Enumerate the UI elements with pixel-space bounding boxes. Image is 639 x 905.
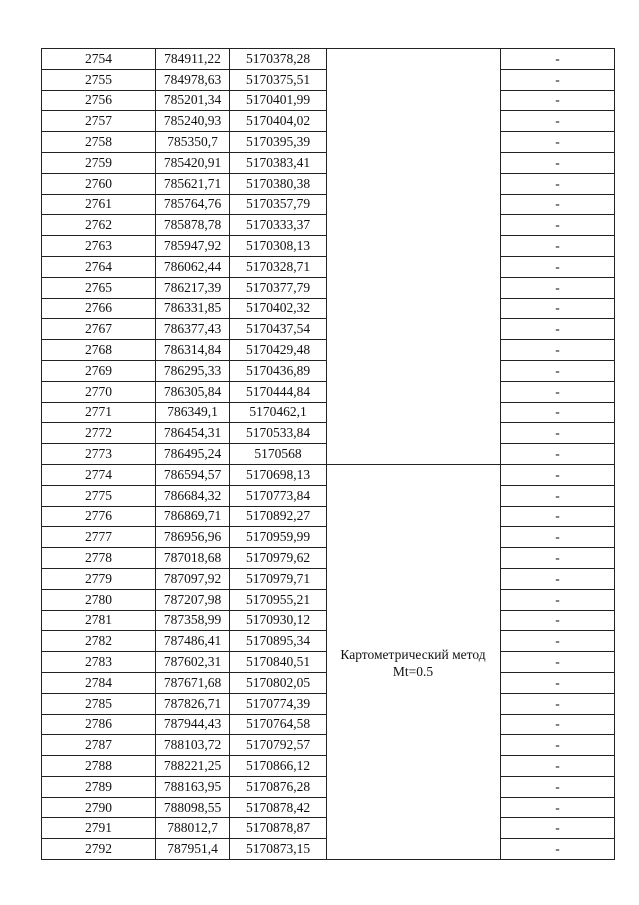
coord-x: 785420,91 [156, 152, 230, 173]
coord-y: 5170436,89 [230, 360, 327, 381]
coord-y: 5170375,51 [230, 69, 327, 90]
mark-cell: - [501, 111, 615, 132]
coord-x: 786454,31 [156, 423, 230, 444]
coord-y: 5170802,05 [230, 672, 327, 693]
method-cell [327, 298, 501, 319]
coord-x: 787207,98 [156, 589, 230, 610]
mark-cell: - [501, 298, 615, 319]
point-number: 2761 [42, 194, 156, 215]
coord-x: 786314,84 [156, 340, 230, 361]
table-row [42, 90, 615, 111]
coord-y: 5170383,41 [230, 152, 327, 173]
method-cell [327, 49, 501, 70]
table-row [42, 589, 615, 610]
coord-y: 5170462,1 [230, 402, 327, 423]
table-row [42, 277, 615, 298]
coord-y: 5170873,15 [230, 839, 327, 860]
mark-cell: - [501, 610, 615, 631]
method-cell [327, 69, 501, 90]
point-number: 2762 [42, 215, 156, 236]
point-number: 2775 [42, 485, 156, 506]
point-number: 2754 [42, 49, 156, 70]
point-number: 2783 [42, 652, 156, 673]
coord-y: 5170328,71 [230, 256, 327, 277]
point-number: 2791 [42, 818, 156, 839]
table-row [42, 360, 615, 381]
coord-y: 5170357,79 [230, 194, 327, 215]
mark-cell: - [501, 776, 615, 797]
point-number: 2756 [42, 90, 156, 111]
table-row [42, 839, 615, 860]
coord-x: 787018,68 [156, 548, 230, 569]
mark-cell: - [501, 756, 615, 777]
coord-x: 786377,43 [156, 319, 230, 340]
coord-x: 787671,68 [156, 672, 230, 693]
coord-x: 786349,1 [156, 402, 230, 423]
point-number: 2789 [42, 776, 156, 797]
mark-cell: - [501, 568, 615, 589]
point-number: 2760 [42, 173, 156, 194]
mark-cell: - [501, 548, 615, 569]
coord-y: 5170444,84 [230, 381, 327, 402]
method-cell [327, 111, 501, 132]
method-cell [327, 485, 501, 506]
method-cell [327, 423, 501, 444]
coord-x: 787486,41 [156, 631, 230, 652]
point-number: 2779 [42, 568, 156, 589]
coord-y: 5170437,54 [230, 319, 327, 340]
mark-cell: - [501, 652, 615, 673]
coord-x: 786684,32 [156, 485, 230, 506]
method-cell [327, 194, 501, 215]
coord-y: 5170773,84 [230, 485, 327, 506]
point-number: 2765 [42, 277, 156, 298]
point-number: 2788 [42, 756, 156, 777]
coord-y: 5170308,13 [230, 236, 327, 257]
coord-y: 5170979,71 [230, 568, 327, 589]
method-cell [327, 527, 501, 548]
method-cell [327, 797, 501, 818]
point-number: 2770 [42, 381, 156, 402]
mark-cell: - [501, 797, 615, 818]
coord-x: 787826,71 [156, 693, 230, 714]
coord-y: 5170895,34 [230, 631, 327, 652]
point-number: 2786 [42, 714, 156, 735]
coord-x: 787358,99 [156, 610, 230, 631]
method-cell [327, 90, 501, 111]
table-row [42, 818, 615, 839]
coord-y: 5170774,39 [230, 693, 327, 714]
coord-x: 788103,72 [156, 735, 230, 756]
mark-cell: - [501, 49, 615, 70]
coord-y: 5170979,62 [230, 548, 327, 569]
coord-y: 5170380,38 [230, 173, 327, 194]
coord-y: 5170955,21 [230, 589, 327, 610]
table-row [42, 111, 615, 132]
method-cell [327, 381, 501, 402]
coord-x: 788098,55 [156, 797, 230, 818]
method-cell [327, 402, 501, 423]
mark-cell: - [501, 506, 615, 527]
mark-cell: - [501, 319, 615, 340]
mark-cell: - [501, 173, 615, 194]
coord-x: 786594,57 [156, 464, 230, 485]
table-row [42, 776, 615, 797]
coord-y: 5170404,02 [230, 111, 327, 132]
method-cell [327, 693, 501, 714]
mark-cell: - [501, 485, 615, 506]
point-number: 2790 [42, 797, 156, 818]
point-number: 2772 [42, 423, 156, 444]
coord-y: 5170401,99 [230, 90, 327, 111]
coord-y: 5170764,58 [230, 714, 327, 735]
coord-y: 5170840,51 [230, 652, 327, 673]
table-row [42, 693, 615, 714]
table-row [42, 319, 615, 340]
mark-cell: - [501, 818, 615, 839]
table-row [42, 298, 615, 319]
point-number: 2774 [42, 464, 156, 485]
point-number: 2758 [42, 132, 156, 153]
table-row [42, 610, 615, 631]
coord-x: 785350,7 [156, 132, 230, 153]
method-cell [327, 610, 501, 631]
coord-y: 5170402,32 [230, 298, 327, 319]
method-cell [327, 568, 501, 589]
coord-x: 785240,93 [156, 111, 230, 132]
table-row [42, 423, 615, 444]
mark-cell: - [501, 402, 615, 423]
coordinates-table [41, 48, 615, 860]
coord-x: 786331,85 [156, 298, 230, 319]
coord-x: 786956,96 [156, 527, 230, 548]
mark-cell: - [501, 236, 615, 257]
coord-x: 788012,7 [156, 818, 230, 839]
table-row [42, 173, 615, 194]
mark-cell: - [501, 672, 615, 693]
coord-x: 785947,92 [156, 236, 230, 257]
table-row [42, 215, 615, 236]
method-cell [327, 360, 501, 381]
point-number: 2781 [42, 610, 156, 631]
coord-x: 785764,76 [156, 194, 230, 215]
table-row [42, 756, 615, 777]
mark-cell: - [501, 444, 615, 465]
table-row [42, 485, 615, 506]
table-row [42, 132, 615, 153]
coord-x: 787944,43 [156, 714, 230, 735]
coord-y: 5170568 [230, 444, 327, 465]
coord-y: 5170429,48 [230, 340, 327, 361]
point-number: 2768 [42, 340, 156, 361]
table-row [42, 444, 615, 465]
table-row [42, 381, 615, 402]
mark-cell: - [501, 735, 615, 756]
coord-x: 786495,24 [156, 444, 230, 465]
table-row [42, 735, 615, 756]
point-number: 2792 [42, 839, 156, 860]
coord-y: 5170698,13 [230, 464, 327, 485]
point-number: 2767 [42, 319, 156, 340]
method-cell [327, 444, 501, 465]
method-cell [327, 818, 501, 839]
table-row [42, 49, 615, 70]
point-number: 2773 [42, 444, 156, 465]
method-cell [327, 132, 501, 153]
coord-x: 785201,34 [156, 90, 230, 111]
mark-cell: - [501, 693, 615, 714]
table-row [42, 402, 615, 423]
table-row [42, 568, 615, 589]
mark-cell: - [501, 464, 615, 485]
point-number: 2766 [42, 298, 156, 319]
mark-cell: - [501, 589, 615, 610]
point-number: 2785 [42, 693, 156, 714]
mark-cell: - [501, 215, 615, 236]
point-number: 2780 [42, 589, 156, 610]
coord-x: 788221,25 [156, 756, 230, 777]
coord-y: 5170878,87 [230, 818, 327, 839]
coord-x: 786305,84 [156, 381, 230, 402]
method-cell [327, 319, 501, 340]
coord-x: 786869,71 [156, 506, 230, 527]
point-number: 2755 [42, 69, 156, 90]
mark-cell: - [501, 527, 615, 548]
coord-x: 788163,95 [156, 776, 230, 797]
table-row [42, 464, 615, 485]
mark-cell: - [501, 423, 615, 444]
mark-cell: - [501, 340, 615, 361]
method-cell [327, 256, 501, 277]
point-number: 2787 [42, 735, 156, 756]
point-number: 2778 [42, 548, 156, 569]
table-body [42, 49, 615, 860]
point-number: 2757 [42, 111, 156, 132]
coord-y: 5170959,99 [230, 527, 327, 548]
method-cell [327, 464, 501, 485]
method-cell [327, 735, 501, 756]
method-cell [327, 548, 501, 569]
mark-cell: - [501, 152, 615, 173]
table-row [42, 527, 615, 548]
coord-y: 5170930,12 [230, 610, 327, 631]
mark-cell: - [501, 839, 615, 860]
method-cell [327, 506, 501, 527]
coord-y: 5170533,84 [230, 423, 327, 444]
table-row [42, 69, 615, 90]
mark-cell: - [501, 714, 615, 735]
point-number: 2769 [42, 360, 156, 381]
coord-y: 5170878,42 [230, 797, 327, 818]
mark-cell: - [501, 132, 615, 153]
method-cell [327, 277, 501, 298]
method-cell [327, 756, 501, 777]
table-row [42, 256, 615, 277]
method-name: Картометрический метод [340, 647, 486, 662]
coord-y: 5170395,39 [230, 132, 327, 153]
mark-cell: - [501, 360, 615, 381]
table-row [42, 506, 615, 527]
point-number: 2771 [42, 402, 156, 423]
method-accuracy: Mt=0.5 [392, 664, 434, 679]
coord-x: 787602,31 [156, 652, 230, 673]
mark-cell: - [501, 256, 615, 277]
coord-y: 5170866,12 [230, 756, 327, 777]
table-row [42, 152, 615, 173]
coord-y: 5170892,27 [230, 506, 327, 527]
coord-x: 784911,22 [156, 49, 230, 70]
method-cell [327, 236, 501, 257]
point-number: 2776 [42, 506, 156, 527]
point-number: 2764 [42, 256, 156, 277]
mark-cell: - [501, 69, 615, 90]
table-row [42, 714, 615, 735]
point-number: 2759 [42, 152, 156, 173]
method-cell [327, 839, 501, 860]
coord-x: 785878,78 [156, 215, 230, 236]
coord-x: 784978,63 [156, 69, 230, 90]
mark-cell: - [501, 381, 615, 402]
point-number: 2784 [42, 672, 156, 693]
method-cell [327, 152, 501, 173]
coord-x: 786062,44 [156, 256, 230, 277]
coord-x: 787951,4 [156, 839, 230, 860]
coord-x: 786217,39 [156, 277, 230, 298]
point-number: 2777 [42, 527, 156, 548]
table-row [42, 548, 615, 569]
point-number: 2763 [42, 236, 156, 257]
point-number: 2782 [42, 631, 156, 652]
method-cell [327, 215, 501, 236]
coord-x: 787097,92 [156, 568, 230, 589]
mark-cell: - [501, 631, 615, 652]
method-cell [327, 714, 501, 735]
coord-y: 5170333,37 [230, 215, 327, 236]
coord-y: 5170377,79 [230, 277, 327, 298]
coord-x: 786295,33 [156, 360, 230, 381]
coord-y: 5170378,28 [230, 49, 327, 70]
mark-cell: - [501, 90, 615, 111]
method-cell [327, 589, 501, 610]
table-row [42, 340, 615, 361]
mark-cell: - [501, 277, 615, 298]
table-row [42, 194, 615, 215]
method-label [326, 646, 500, 680]
method-cell [327, 173, 501, 194]
table-row [42, 797, 615, 818]
mark-cell: - [501, 194, 615, 215]
coord-x: 785621,71 [156, 173, 230, 194]
method-cell [327, 340, 501, 361]
coord-y: 5170876,28 [230, 776, 327, 797]
method-cell [327, 776, 501, 797]
coord-y: 5170792,57 [230, 735, 327, 756]
table-row [42, 236, 615, 257]
